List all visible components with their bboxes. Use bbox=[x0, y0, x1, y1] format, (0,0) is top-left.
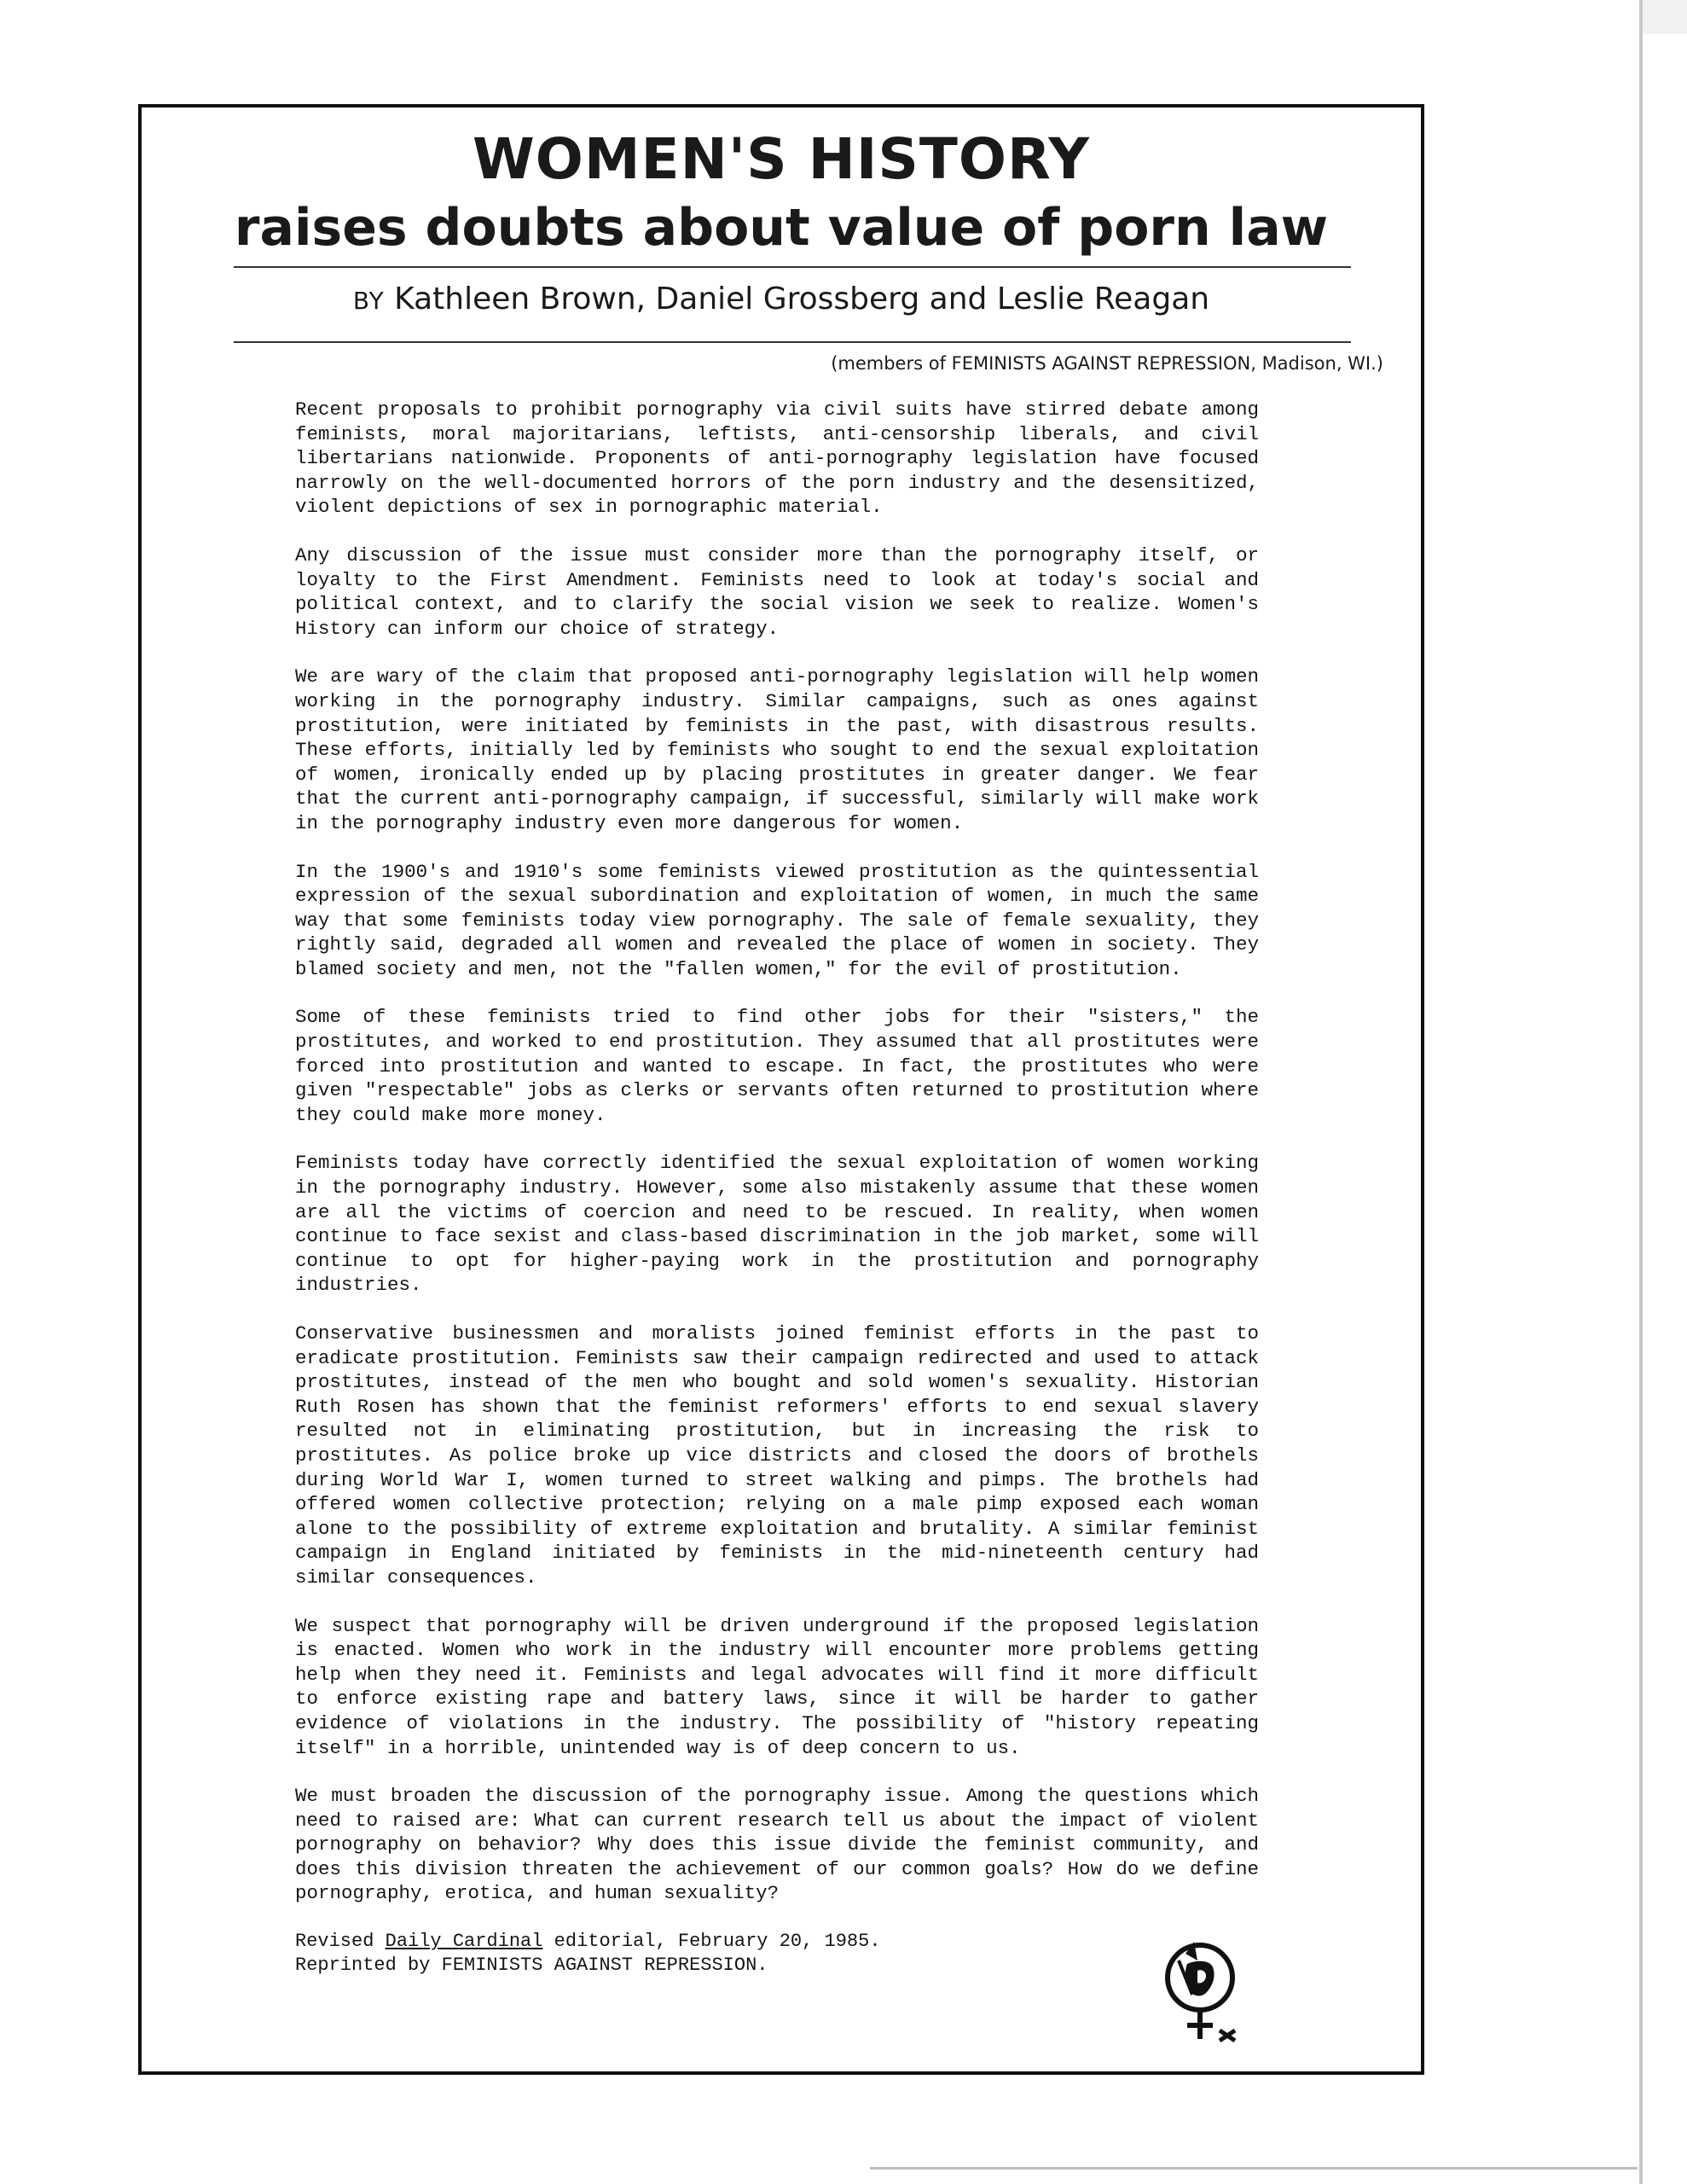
credit-revised-prefix: Revised bbox=[295, 1931, 386, 1953]
credit-publication: Daily Cardinal bbox=[385, 1931, 543, 1953]
scan-edge-bottom bbox=[870, 2167, 1638, 2169]
author-affiliation: (members of FEMINISTS AGAINST REPRESSION, Madison, WI.) bbox=[831, 353, 1383, 374]
scan-edge-top bbox=[1639, 0, 1687, 34]
paragraph: We are wary of the claim that proposed anti-pornography legislation will help women working in the pornography industry. Similar campaigns, such as ones against prostitution, were initiated by feminists in the past, with disastrous results. These efforts, initially led by feminists who sought to end the sexual exploitation of women, ironically ended up by placing prostitutes in greater danger. We fear that the current anti-pornography campaign, if successful, similarly will make work in the pornography industry even more dangerous for women. bbox=[295, 665, 1259, 834]
paragraph: Recent proposals to prohibit pornography via civil suits have stirred debate among feminists, moral majoritarians, leftists, anti-censorship liberals, and civil libertarians nationwide. Proponents of anti-pornography legislation have focused narrowly on the well-documented horrors of the porn industry and the desensitized, violent depictions of sex in pornographic material. bbox=[295, 398, 1259, 519]
byline-authors: Kathleen Brown, Daniel Grossberg and Leslie Reagan bbox=[394, 282, 1210, 317]
paragraph: In the 1900's and 1910's some feminists viewed prostitution as the quintessential expression of the sexual subordination and exploitation of women, in much the same way that some feminists today view pornography. The sale of female sexuality, they rightly said, degraded all women and revealed the place of women in society. They blamed society and men, not the "fallen women," for the evil of prostitution. bbox=[295, 860, 1259, 980]
feminist-symbol-icon bbox=[1153, 1935, 1247, 2046]
article-frame bbox=[138, 104, 1424, 2075]
byline bbox=[142, 282, 1421, 317]
paragraph: Feminists today have correctly identified the sexual exploitation of women working in the pornography industry. However, some also mistakenly assume that these women are all the victims of coercion and need to be rescued. In reality, when women continue to face sexist and class-based discrimination in the job market, some will continue to opt for higher-paying work in the prostitution and pornography industries. bbox=[295, 1152, 1259, 1297]
paragraph: Any discussion of the issue must consider more than the pornography itself, or loyalty to the First Amendment. Feminists need to look at today's social and political context, and to clarify the social vision we seek to realize. Women's History can inform our choice of strategy. bbox=[295, 543, 1259, 640]
article-body bbox=[295, 398, 1259, 1978]
paragraph: We must broaden the discussion of the pornography issue. Among the questions which need to raised are: What can current research tell us about the impact of violent pornography on behavior? Why does this issue divide the feminist community, and does this division threaten the achievement of our common goals? How do we define pornography, erotica, and human sexuality? bbox=[295, 1785, 1259, 1905]
credit-revised-suffix: editorial, February 20, 1985. bbox=[542, 1931, 881, 1953]
headline-secondary: raises doubts about value of porn law bbox=[234, 198, 1329, 258]
headline-primary: WOMEN'S HISTORY bbox=[472, 126, 1091, 192]
paragraph: Conservative businessmen and moralists joined feminist efforts in the past to eradicate prostitution. Feminists saw their campaign redirected and used to attack prostitutes, instead of the men who bought and sold women's sexuality. Historian Ruth Rosen has shown that the feminist reformers' efforts to end sexual slavery resulted not in eliminating prostitution, but in increasing the risk to prostitutes. As police broke up vice districts and closed the doors of brothels during World War I, women turned to street walking and pimps. The brothels had offered women collective protection; relying on a male pimp exposed each woman alone to the possibility of extreme exploitation and brutality. A similar feminist campaign in England initiated by feminists in the mid-nineteenth century had similar consequences. bbox=[295, 1322, 1259, 1589]
byline-prefix: BY bbox=[352, 287, 385, 315]
paragraph: We suspect that pornography will be driven underground if the proposed legislation is enacted. Women who work in the industry will encounter more problems getting help when they need it. Feminists and legal advocates will find it more difficult to enforce existing rape and battery laws, since it will be harder to gather evidence of violations in the industry. The possibility of "history repeating itself" in a horrible, unintended way is of deep concern to us. bbox=[295, 1614, 1259, 1759]
credit-reprinted-line: Reprinted by FEMINISTS AGAINST REPRESSION. bbox=[295, 1955, 768, 1977]
paragraph: Some of these feminists tried to find other jobs for their "sisters," the prostitutes, and worked to end prostitution. They assumed that all prostitutes were forced into prostitution and wanted to escape. In fact, the prostitutes who were given "respectable" jobs as clerks or servants often returned to prostitution where they could make more money. bbox=[295, 1006, 1259, 1126]
divider-bottom bbox=[234, 341, 1351, 343]
credit-revised-line bbox=[295, 1930, 1259, 1954]
source-credit bbox=[295, 1930, 1259, 1978]
divider-top bbox=[234, 266, 1351, 268]
scan-edge-right bbox=[1639, 0, 1643, 2184]
